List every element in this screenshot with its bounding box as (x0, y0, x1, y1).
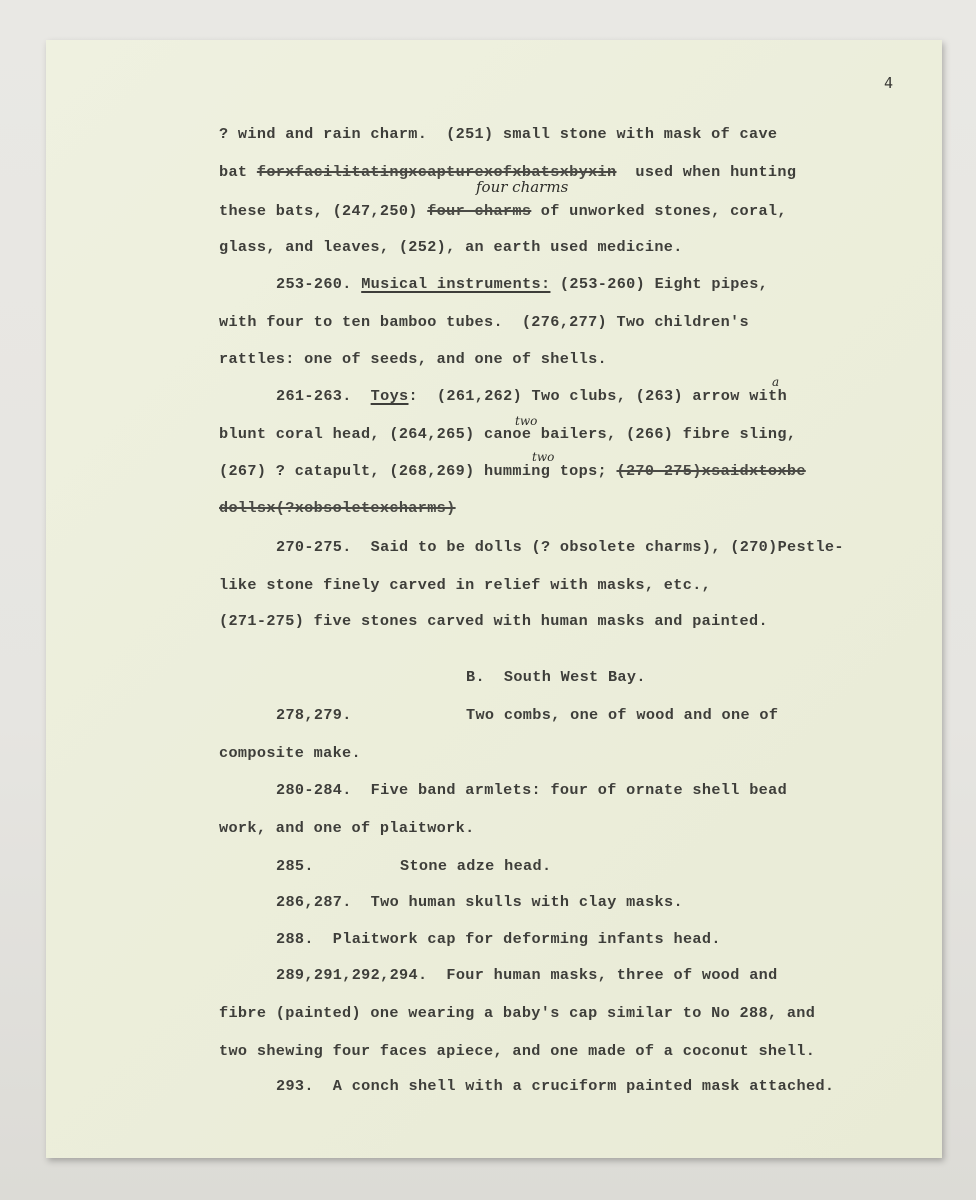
page-number: 4 (884, 74, 894, 92)
text-line-9: blunt coral head, (264,265) canoe bailers, (266) fibre sling, (219, 425, 797, 443)
text-line-12: 270-275. Said to be dolls (? obsolete charms), (270)Pestle- (276, 538, 844, 556)
text-line-2-end: used when hunting (616, 163, 797, 181)
struck-text-line-10: (270-275)xsaidxtoxbe (616, 462, 806, 480)
handwritten-two-tops: two (532, 450, 555, 464)
heading-musical-instruments: Musical instruments: (361, 275, 551, 293)
handwritten-a: a (772, 375, 780, 389)
struck-text-line-3: four charms (427, 202, 532, 220)
text-line-13: like stone finely carved in relief with masks, etc., (219, 576, 712, 594)
text-line-1: ? wind and rain charm. (251) small stone with mask of cave (219, 125, 778, 143)
struck-text-line-11: dollsx(?xobsoletexcharms) (219, 499, 456, 517)
text-line-8 (276, 386, 787, 406)
text-line-26: 293. A conch shell with a cruciform painted mask attached. (276, 1077, 835, 1095)
text-line-20-number: 285. (276, 857, 314, 875)
text-line-21: 286,287. Two human skulls with clay masks. (276, 893, 683, 911)
text-line-8-start: 261-263. (276, 387, 371, 405)
text-line-19: work, and one of plaitwork. (219, 819, 475, 837)
text-line-24: fibre (painted) one wearing a baby's cap similar to No 288, and (219, 1004, 816, 1022)
heading-toys: Toys (370, 387, 409, 405)
text-line-7: rattles: one of seeds, and one of shells. (219, 350, 608, 368)
text-line-3-start: these bats, (247,250) (219, 202, 428, 220)
text-line-4: glass, and leaves, (252), an earth used medicine. (219, 238, 683, 256)
text-line-16-text: Two combs, one of wood and one of (466, 706, 779, 724)
struck-text-line-2: forxfacilitatingxcapturexofxbatsxbyxin (256, 163, 617, 181)
text-line-14: (271-275) five stones carved with human masks and painted. (219, 612, 768, 630)
text-line-11 (219, 498, 456, 518)
text-line-25: two shewing four faces apiece, and one made of a coconut shell. (219, 1042, 816, 1060)
text-line-6: with four to ten bamboo tubes. (276,277) Two children's (219, 313, 749, 331)
text-line-5-start: 253-260. (276, 275, 362, 293)
text-line-5 (276, 274, 768, 294)
text-line-18: 280-284. Five band armlets: four of ornate shell bead (276, 781, 788, 799)
text-line-17: composite make. (219, 744, 361, 762)
handwritten-four-charms: four charms (476, 178, 569, 196)
text-line-20-text: Stone adze head. (400, 857, 552, 875)
section-heading-south-west-bay: B. South West Bay. (466, 668, 646, 686)
text-line-2 (219, 162, 796, 182)
text-line-10 (219, 461, 806, 481)
text-line-16-number: 278,279. (276, 706, 352, 724)
text-line-3 (219, 201, 787, 221)
text-line-10-start: (267) ? catapult, (268,269) humming tops; (219, 462, 617, 480)
text-line-8-end: : (261,262) Two clubs, (263) arrow with (408, 387, 788, 405)
text-line-5-end: (253-260) Eight pipes, (550, 275, 769, 293)
text-line-3-end: of unworked stones, coral, (531, 202, 787, 220)
text-line-23: 289,291,292,294. Four human masks, three of wood and (276, 966, 778, 984)
text-line-22: 288. Plaitwork cap for deforming infants head. (276, 930, 721, 948)
text-line-2-start: bat (219, 163, 257, 181)
handwritten-two-bailers: two (515, 414, 538, 428)
